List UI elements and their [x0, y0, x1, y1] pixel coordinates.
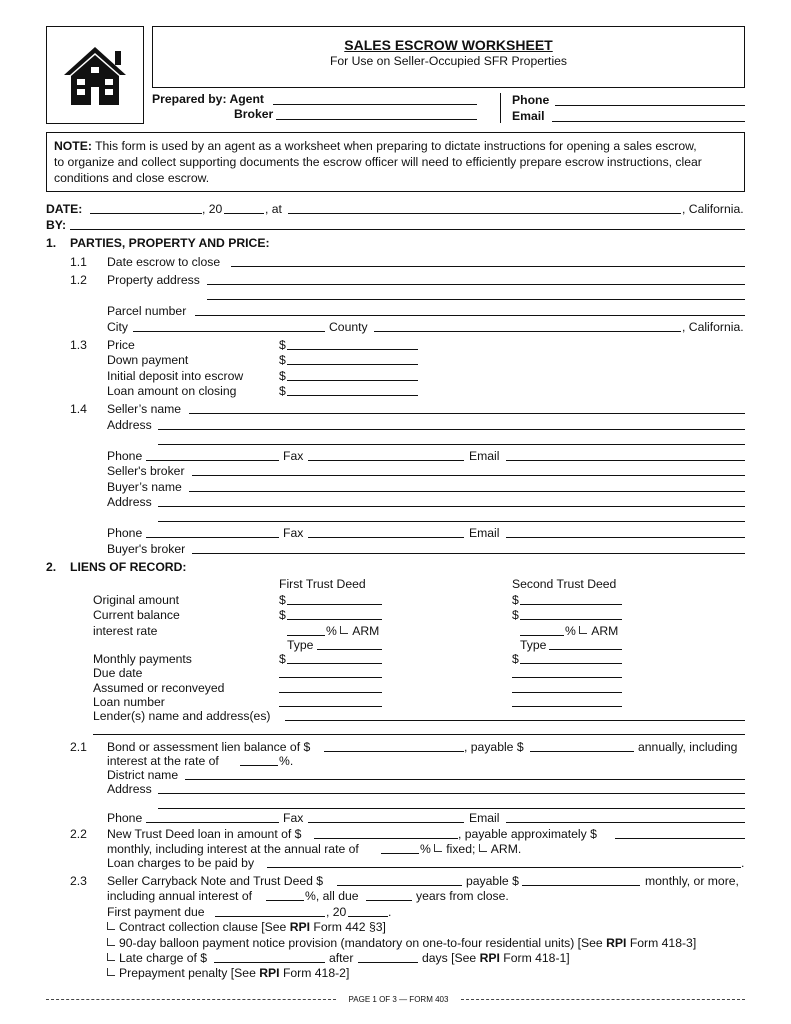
- prop-addr-label: Property address: [107, 273, 200, 287]
- buyer-broker-field[interactable]: [192, 553, 745, 554]
- note-line-1: [54, 139, 697, 153]
- down-field[interactable]: [287, 364, 418, 365]
- interest-arm-1: [326, 624, 379, 638]
- s1-heading: PARTIES, PROPERTY AND PRICE:: [70, 236, 270, 250]
- county-label: County: [329, 320, 368, 334]
- first-td-header: First Trust Deed: [279, 577, 366, 591]
- at-label: , at: [265, 202, 282, 216]
- first-pay-year-field[interactable]: [348, 916, 388, 917]
- buyer-fax-label: Fax: [283, 526, 304, 540]
- buyer-phone-label: Phone: [107, 526, 143, 540]
- seller-phone-label: Phone: [107, 449, 143, 463]
- current-label: Current balance: [93, 608, 180, 622]
- county-field[interactable]: [374, 331, 681, 332]
- first-pay-20: , 20: [326, 905, 347, 919]
- loan-charges-period: .: [741, 856, 745, 870]
- date-close-field[interactable]: [231, 266, 745, 267]
- late-ref: Form 418-1]: [499, 951, 570, 965]
- bond-balance-field[interactable]: [324, 751, 464, 752]
- bond-annually-label: annually, including: [638, 740, 738, 754]
- carryback-rate-field[interactable]: [266, 900, 304, 901]
- current-dollar-2: $: [512, 608, 519, 622]
- bond-pct: %.: [279, 754, 294, 768]
- carryback-payable-label: payable $: [466, 874, 519, 888]
- due-field-1[interactable]: [279, 677, 382, 678]
- type-field-2[interactable]: [549, 649, 622, 650]
- district-field[interactable]: [185, 779, 745, 780]
- arm-label-2: ARM: [591, 624, 619, 638]
- fixed-label: fixed;: [446, 842, 476, 856]
- loan-no-label: Loan number: [93, 695, 165, 709]
- arm-checkbox-1[interactable]: [340, 626, 348, 634]
- arm-label-1: ARM: [352, 624, 380, 638]
- bond-payable-label: , payable $: [464, 740, 524, 754]
- loan-field[interactable]: [287, 395, 418, 396]
- arm-checkbox-3[interactable]: [479, 844, 487, 852]
- district-address-label: Address: [107, 782, 152, 796]
- first-pay-field[interactable]: [215, 916, 325, 917]
- rpi-label-2: RPI: [606, 936, 627, 950]
- bond-rate-field[interactable]: [240, 765, 278, 766]
- due-label: Due date: [93, 666, 143, 680]
- california-label-2: , California.: [682, 320, 744, 334]
- orig-field-1[interactable]: [287, 604, 382, 605]
- bond-interest-label: interest at the rate of: [107, 754, 219, 768]
- loan-label: Loan amount on closing: [107, 384, 237, 398]
- buyer-email-label: Email: [469, 526, 500, 540]
- monthly-field-2[interactable]: [520, 663, 622, 664]
- seller-fax-field[interactable]: [308, 460, 464, 461]
- bond-payable-field[interactable]: [530, 751, 634, 752]
- seller-name-field[interactable]: [189, 413, 745, 414]
- seller-fax-label: Fax: [283, 449, 304, 463]
- loan-no-field-1[interactable]: [279, 706, 382, 707]
- district-address-field-2[interactable]: [158, 808, 745, 809]
- footer-text: PAGE 1 OF 3 — FORM 403: [348, 995, 449, 1004]
- newtd-payment-field[interactable]: [615, 838, 745, 839]
- contract-clause-text: Contract collection clause [See: [119, 920, 290, 934]
- rpi-label-1: RPI: [289, 920, 311, 934]
- prepared-by-label: Prepared by: Agent: [152, 92, 264, 106]
- district-email-label: Email: [469, 811, 500, 825]
- header-divider: [500, 93, 501, 123]
- parcel-label: Parcel number: [107, 304, 187, 318]
- buyer-broker-label: Buyer's broker: [107, 542, 186, 556]
- late-days: [422, 951, 570, 965]
- buyer-fax-field[interactable]: [308, 537, 464, 538]
- city-label: City: [107, 320, 128, 334]
- s2-heading: LIENS OF RECORD:: [70, 560, 187, 574]
- district-phone-field[interactable]: [146, 822, 279, 823]
- late-charge-option: [107, 951, 207, 965]
- orig-label: Original amount: [93, 593, 180, 607]
- due-field-2[interactable]: [512, 677, 622, 678]
- district-address-field-1[interactable]: [158, 793, 745, 794]
- seller-address-field-2[interactable]: [158, 444, 745, 445]
- rpi-label-4: RPI: [259, 966, 280, 980]
- loan-dollar: $: [279, 384, 286, 398]
- n12: 1.2: [70, 273, 87, 287]
- monthly-incl-label: monthly, including interest at the annual rate of: [107, 842, 359, 856]
- prepay-text: Prepayment penalty [See: [119, 966, 260, 980]
- arm-checkbox-2[interactable]: [579, 626, 587, 634]
- seller-phone-field[interactable]: [146, 460, 279, 461]
- first-pay-label: First payment due: [107, 905, 205, 919]
- interest-arm-2: [565, 624, 618, 638]
- assumed-field-1[interactable]: [279, 692, 382, 693]
- buyer-phone-field[interactable]: [146, 537, 279, 538]
- pct-sign-2: %: [565, 624, 580, 638]
- buyer-address-label: Address: [107, 495, 152, 509]
- late-text: Late charge of $: [119, 951, 208, 965]
- deposit-label: Initial deposit into escrow: [107, 369, 244, 383]
- second-td-header: Second Trust Deed: [512, 577, 617, 591]
- seller-email-label: Email: [469, 449, 500, 463]
- by-label: BY:: [46, 218, 67, 232]
- current-dollar-1: $: [279, 608, 286, 622]
- note-label: NOTE:: [54, 139, 92, 153]
- phone-label: Phone: [512, 93, 550, 107]
- n21: 2.1: [70, 740, 87, 754]
- all-due-label: %, all due: [305, 889, 359, 903]
- n13: 1.3: [70, 338, 87, 352]
- s1-num: 1.: [46, 236, 57, 250]
- buyer-address-field-1[interactable]: [158, 506, 745, 507]
- loan-charges-field[interactable]: [267, 867, 741, 868]
- late-charge-checkbox[interactable]: [107, 953, 115, 961]
- carryback-years-field[interactable]: [366, 900, 412, 901]
- pct-sign-3: %: [420, 842, 435, 856]
- price-label: Price: [107, 338, 135, 352]
- payable-approx-label: , payable approximately $: [458, 827, 597, 841]
- days-text: days [See: [422, 951, 480, 965]
- location-field[interactable]: [288, 213, 681, 214]
- first-pay-period: .: [388, 905, 392, 919]
- note-line-3: conditions and close escrow.: [54, 171, 210, 185]
- orig-dollar-2: $: [512, 593, 519, 607]
- current-field-1[interactable]: [287, 619, 382, 620]
- down-label: Down payment: [107, 353, 189, 367]
- agent-field[interactable]: [273, 104, 477, 105]
- newtd-label: New Trust Deed loan in amount of $: [107, 827, 302, 841]
- district-phone-label: Phone: [107, 811, 143, 825]
- years-label: years from close.: [416, 889, 509, 903]
- seller-broker-label: Seller's broker: [107, 464, 185, 478]
- loan-charges-label: Loan charges to be paid by: [107, 856, 255, 870]
- s2-num: 2.: [46, 560, 57, 574]
- assumed-label: Assumed or reconveyed: [93, 681, 225, 695]
- lender-field-2[interactable]: [93, 734, 745, 735]
- footer-rule-right: [461, 999, 745, 1000]
- balloon-ref: Form 418-3]: [626, 936, 697, 950]
- monthly-more-label: monthly, or more,: [645, 874, 739, 888]
- california-label: , California.: [682, 202, 744, 216]
- price-dollar: $: [279, 338, 286, 352]
- orig-dollar-1: $: [279, 593, 286, 607]
- balloon-text: 90-day balloon payment notice provision (mandatory on one-to-four residential units) [See: [119, 936, 607, 950]
- carryback-payment-field[interactable]: [522, 885, 640, 886]
- n23: 2.3: [70, 874, 87, 888]
- contract-clause-checkbox[interactable]: [107, 922, 115, 930]
- prop-addr-field-1[interactable]: [207, 284, 745, 285]
- carryback-amount-field[interactable]: [337, 885, 462, 886]
- district-fax-field[interactable]: [308, 822, 464, 823]
- incl-annual-label: including annual interest of: [107, 889, 252, 903]
- by-field[interactable]: [70, 229, 745, 230]
- email-label: Email: [512, 109, 545, 123]
- lender-field-1[interactable]: [285, 720, 745, 721]
- down-dollar: $: [279, 353, 286, 367]
- deposit-field[interactable]: [287, 380, 418, 381]
- deposit-dollar: $: [279, 369, 286, 383]
- broker-field[interactable]: [276, 119, 477, 120]
- fixed-arm-options: [420, 842, 521, 856]
- district-email-field[interactable]: [506, 822, 745, 823]
- footer-rule-left: [46, 999, 336, 1000]
- n14: 1.4: [70, 402, 87, 416]
- assumed-field-2[interactable]: [512, 692, 622, 693]
- date-close-label: Date escrow to close: [107, 255, 221, 269]
- prepay-option: [107, 966, 349, 980]
- newtd-amount-field[interactable]: [314, 838, 458, 839]
- seller-address-label: Address: [107, 418, 152, 432]
- email-field[interactable]: [552, 121, 745, 122]
- interest-field-1[interactable]: [287, 635, 325, 636]
- prop-addr-field-2[interactable]: [207, 299, 745, 300]
- district-fax-label: Fax: [283, 811, 304, 825]
- loan-no-field-2[interactable]: [512, 706, 622, 707]
- note-line-2: to organize and collect supporting documents the escrow officer will need to efficiently prepare escrow instructions, clear: [54, 155, 702, 169]
- form-subtitle: For Use on Seller-Occupied SFR Properties: [329, 54, 568, 68]
- district-label: District name: [107, 768, 179, 782]
- phone-field[interactable]: [555, 105, 745, 106]
- rpi-label-3: RPI: [479, 951, 500, 965]
- price-field[interactable]: [287, 349, 418, 350]
- date-label: DATE:: [46, 202, 83, 216]
- date-field[interactable]: [90, 213, 202, 214]
- buyer-address-field-2[interactable]: [158, 521, 745, 522]
- balloon-option: [107, 936, 696, 950]
- seller-broker-field[interactable]: [192, 475, 745, 476]
- type-field-1[interactable]: [317, 649, 382, 650]
- lender-label: Lender(s) name and address(es): [93, 709, 271, 723]
- after-label: after: [329, 951, 354, 965]
- type-label-2: Type: [520, 638, 547, 652]
- n22: 2.2: [70, 827, 87, 841]
- buyer-name-field[interactable]: [189, 491, 745, 492]
- contract-clause-option: [107, 920, 386, 934]
- house-icon: [47, 27, 143, 123]
- n11: 1.1: [70, 255, 87, 269]
- year-field[interactable]: [224, 213, 264, 214]
- parcel-field[interactable]: [195, 315, 745, 316]
- pct-sign-1: %: [326, 624, 341, 638]
- form-title: SALES ESCROW WORKSHEET: [344, 37, 553, 53]
- interest-label: interest rate: [93, 624, 158, 638]
- monthly-field-1[interactable]: [287, 663, 382, 664]
- type-label-1: Type: [287, 638, 314, 652]
- buyer-name-label: Buyer’s name: [107, 480, 182, 494]
- monthly-dollar-1: $: [279, 652, 286, 666]
- late-amount-field[interactable]: [214, 962, 325, 963]
- interest-field-2[interactable]: [520, 635, 564, 636]
- seller-address-field-1[interactable]: [158, 429, 745, 430]
- buyer-email-field[interactable]: [506, 537, 745, 538]
- contract-ref: Form 442 §3]: [310, 920, 386, 934]
- prepay-checkbox[interactable]: [107, 968, 115, 976]
- seller-email-field[interactable]: [506, 460, 745, 461]
- logo-box: [46, 26, 144, 124]
- balloon-checkbox[interactable]: [107, 938, 115, 946]
- orig-field-2[interactable]: [520, 604, 622, 605]
- monthly-label: Monthly payments: [93, 652, 192, 666]
- late-days-field[interactable]: [358, 962, 418, 963]
- newtd-rate-field[interactable]: [381, 853, 419, 854]
- fixed-checkbox[interactable]: [434, 844, 442, 852]
- city-field[interactable]: [133, 331, 325, 332]
- current-field-2[interactable]: [520, 619, 622, 620]
- broker-label: Broker: [234, 107, 274, 121]
- year-prefix: , 20: [202, 202, 223, 216]
- monthly-dollar-2: $: [512, 652, 519, 666]
- arm-label-3: ARM.: [490, 842, 522, 856]
- seller-name-label: Seller’s name: [107, 402, 182, 416]
- note-text-1: This form is used by an agent as a worksheet when preparing to dictate instructions for opening a sales escrow,: [91, 139, 697, 153]
- carryback-label: Seller Carryback Note and Trust Deed $: [107, 874, 324, 888]
- prepay-ref: Form 418-2]: [279, 966, 350, 980]
- bond-label: Bond or assessment lien balance of $: [107, 740, 311, 754]
